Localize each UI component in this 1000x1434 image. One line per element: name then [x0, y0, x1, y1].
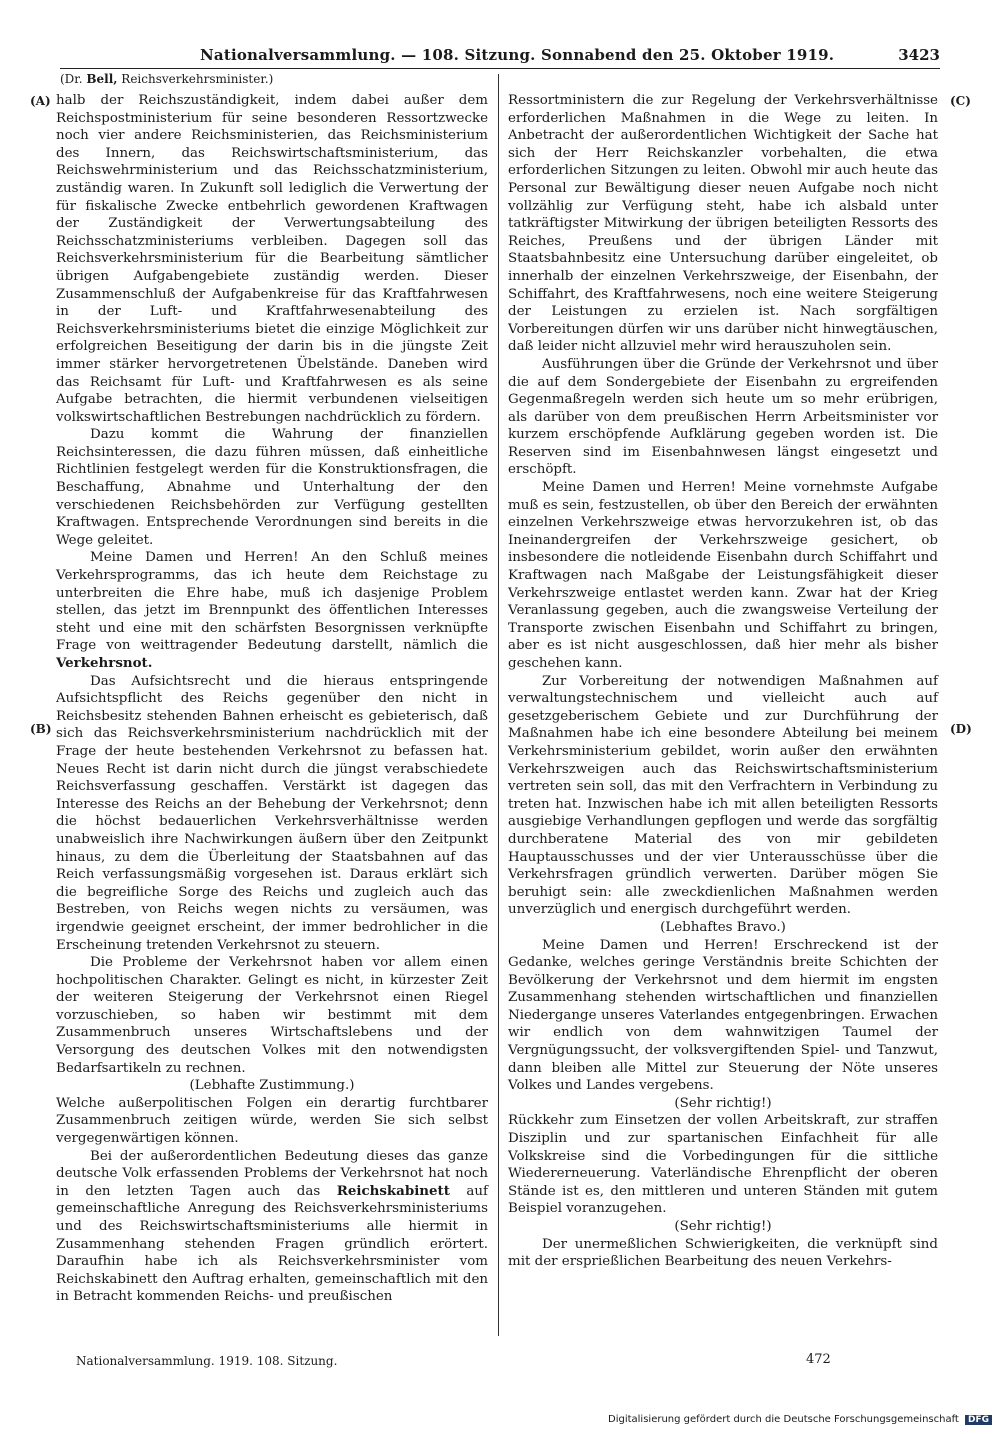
interjection: (Sehr richtig!): [674, 1095, 772, 1111]
page-header: [60, 46, 940, 69]
paragraph: Zur Vorbereitung der notwendigen Maßnahmen auf verwaltungstechnischem und vielleicht auch auf gesetzgeberischem Gebiete und zur Durchführung der Maßnahmen habe ich eine besondere Abteilung bei meinem Verkehrsministerium gebildet, worin außer den erwähnten Verkehrszweigen auch das Reichswirtschaftsministerium vertreten sein soll, das mit den Verfrachtern in Verbindung zu treten hat. Inzwischen habe ich mit allen beteiligten Ressorts ausgiebige Verhandlungen gepflogen und werde das sorgfältig durchberatene Material des von mir gebildeten Hauptausschusses und der vier Unterausschüsse über die Verkehrsfragen gründlich verwerten. Darüber mögen Sie beruhigt sein: alle zweckdienlichen Maßnahmen werden unverzüglich und energisch durchgeführt werden.: [508, 673, 938, 918]
paragraph: [56, 549, 488, 672]
margin-marker-c: (C): [950, 94, 971, 108]
dfg-logo: DFG: [965, 1415, 992, 1425]
paragraph: halb der Reichszuständigkeit, indem dabei außer dem Reichspostministerium für seine besonderen Ressortzwecke noch vier andere Reichsministerien, das Reichsministerium des Innern, das Reichswirtschaftsministerium, das Reichswehrministerium und das Reichsschatzministerium, zuständig waren. In Zukunft soll lediglich die Verwertung der für fiskalische Zwecke entbehrlich gewordenen Kraftwagen der Zuständigkeit der Verwertungsabteilung des Reichsschatzministeriums verbleiben. Dagegen soll das Reichsverkehrsministerium für die Bearbeitung sämtlicher übrigen Aufgabengebiete zuständig werden. Dieser Zusammenschluß der Aufgabenkreise für das Kraftfahrwesen in der Luft- und Kraftfahrwesenabteilung des Reichsverkehrsministeriums bietet die einzige Möglichkeit zur erfolgreichen Beseitigung der darin bis in die jüngste Zeit immer stärker hervorgetretenen Übelstände. Daneben wird das Reichsamt für Luft- und Kraftfahrwesen es als seine Aufgabe betrachten, die hiermit verbundenen vielseitigen volkswirtschaftlichen Bestrebungen nachdrücklich zu fördern.: [56, 93, 488, 425]
interjection: (Sehr richtig!): [674, 1219, 772, 1234]
interjection: (Lebhafte Zustimmung.): [189, 1078, 355, 1094]
footer-sheet-number: 472: [806, 1352, 831, 1367]
margin-marker-d: (D): [950, 722, 972, 736]
paragraph: Der unermeßlichen Schwierigkeiten, die verknüpft sind mit der ersprießlichen Bearbeitung des neuen Verkehrs-: [508, 1236, 938, 1270]
paragraph: Ausführungen über die Gründe der Verkehrsnot und über die auf dem Sondergebiete der Eisenbahn zu ergreifenden Gegenmaßregeln werden sich heute um so mehr erübrigen, als darüber von dem preußischen Herrn Arbeitsminister vor kurzem erschöpfende Aufklärung gegeben worden ist. Die Reserven sind im Eisenbahnwesen längst eingesetzt und erschöpft.: [508, 356, 938, 478]
speaker-line: [60, 72, 273, 86]
left-column: [56, 92, 488, 1306]
margin-marker-b: (B): [30, 722, 52, 736]
credit-text: Digitalisierung gefördert durch die Deutsche Forschungsgemeinschaft: [608, 1414, 959, 1425]
paragraph: Meine Damen und Herren! Meine vornehmste Aufgabe muß es sein, festzustellen, ob über den Bereich der erwähnten einzelnen Verkehrszweige etwas hervorzukehren ist, ob das Ineinandergreifen der Verkehrszweige gesichert, ob insbesondere die notleidende Eisenbahn durch Schiffahrt und Kraftwagen nach Maßgabe der Leistungsfähigkeit dieser Verkehrszweige entlastet werden kann. Zwar hat der Krieg Veranlassung gegeben, auch die zwangsweise Verteilung der Transporte zwischen Eisenbahn und Schiffahrt zu bringen, aber es ist nicht ausgeschlossen, daß hier mehr als bisher geschehen kann.: [508, 480, 938, 671]
paragraph-text: Meine Damen und Herren! An den Schluß meines Verkehrsprogramms, das ich heute dem Reichstage zu unterbreiten die Ehre habe, muß ich dasjenige Problem stellen, das jetzt im Brennpunkt des öffentlichen Interesses steht und eine mit den schärfsten Besorgnissen verknüpfte Frage von weittragender Bedeutung darstellt, nämlich die: [56, 550, 488, 654]
paragraph: Ressortministern die zur Regelung der Verkehrsverhältnisse erforderlichen Maßnahmen in die Wege zu leiten. In Anbetracht der außerordentlichen Wichtigkeit der Sache hat sich der Herr Reichskanzler vorbehalten, die etwa erforderlichen Sitzungen zu leiten. Obwohl mir auch heute das Personal zur Bewältigung dieser neuen Aufgabe noch nicht vollzählig zur Verfügung steht, habe ich alsbald unter tatkräftigster Mitwirkung der übrigen beteiligten Ressorts des Reiches, Preußens und der übrigen Länder mit Staatsbahnbesitz eine Untersuchung darüber eingeleitet, ob innerhalb der einzelnen Verkehrszweige, der Eisenbahn, der Schiffahrt, des Kraftfahrwesens, noch eine weitere Steigerung der Leistungen zu erzielen ist. Nach sorgfältigen Vorbereitungen dürfen wir uns darüber nicht hinwegtäuschen, daß leider nicht allzuviel mehr wird herauszuholen sein.: [508, 93, 938, 355]
paragraph: Das Aufsichtsrecht und die hieraus entspringende Aufsichtspflicht des Reichs gegenüber den nicht in Reichsbesitz stehenden Bahnen erheischt es gebieterisch, daß sich das Reichsverkehrsministerium nachdrücklich mit der Frage der heute bestehenden Verkehrsnot zu befassen hat. Neues Recht ist darin nicht durch die jüngst verabschiedete Reichsverfassung geschaffen. Verstärkt ist dagegen das Interesse des Reichs an der Behebung der Verkehrsnot; denn die höchst bedauerlichen Verkehrsverhältnisse werden unabweislich ihre Nachwirkungen äußern über den Zeitpunkt hinaus, zu dem die Überleitung der Staatsbahnen auf das Reich verfassungsmäßig vorgesehen ist. Daraus erklärt sich die begreifliche Sorge des Reichs und zugleich auch das Bestreben, von Reichs wegen nichts zu versäumen, was irgendwie geeignet erscheint, der immer bedrohlicher in die Erscheinung tretenden Verkehrsnot zu steuern.: [56, 673, 488, 953]
footer-source: Nationalversammlung. 1919. 108. Sitzung.: [76, 1354, 338, 1368]
paragraph: Die Probleme der Verkehrsnot haben vor allem einen hochpolitischen Charakter. Gelingt es nicht, in kürzester Zeit der weiteren Steigerung der Verkehrsnot einen Riegel vorzuschieben, so haben wir bestimmt mit dem Zusammenbruch unseres Wirtschaftslebens und der Versorgung des deutschen Volkes mit den notwendigsten Bedarfsartikeln zu rechnen.: [56, 955, 488, 1076]
emphasis-verkehrsnot: Verkehrsnot.: [56, 655, 153, 671]
header-title: Nationalversammlung. — 108. Sitzung. Sonnabend den 25. Oktober 1919.: [200, 46, 835, 64]
paragraph: Welche außerpolitischen Folgen ein derartig furchtbarer Zusammenbruch zeitigen würde, werden Sie sich selbst vergegenwärtigen können.: [56, 1095, 488, 1147]
paragraph: Dazu kommt die Wahrung der finanziellen Reichsinteressen, die dazu führen müssen, daß einheitliche Richtlinien festgelegt werden für die Konstruktionsfragen, die Beschaffung, Abnahme und Unterhaltung der den verschiedenen Reichsbehörden zur Verfügung gestellten Kraftwagen. Entsprechende Verordnungen sind bereits in die Wege geleitet.: [56, 427, 488, 548]
paragraph: [56, 1148, 488, 1306]
page-number: 3423: [898, 46, 940, 64]
paragraph: Meine Damen und Herren! Erschreckend ist der Gedanke, welches geringe Verständnis breite Schichten der Bevölkerung der Verkehrsnot und dem hiermit im engsten Zusammenhang stehenden wirtschaftlichen und finanziellen Niedergange unseres Vaterlandes entgegenbringen. Erwachen wir endlich von dem wahnwitzigen Taumel der Vergnügungssucht, der volksvergiftenden Spiel- und Tanzwut, dann bleiben alle Mittel zur Steuerung der Nöte unseres Volkes und Landes vergebens.: [508, 937, 938, 1094]
paragraph-text: Bei der außerordentlichen Bedeutung dieses das ganze deutsche Volk erfassenden Problems der Verkehrsnot hat noch in den letzten Tagen auch das: [56, 1148, 488, 1199]
right-column: [508, 92, 938, 1271]
margin-marker-a: (A): [30, 94, 51, 108]
paragraph-text: auf gemeinschaftliche Anregung des Reichsverkehrsministeriums und des Reichswirtschaftsministeriums alle hiermit in Zusammenhang stehenden Fragen gründlich erörtert. Daraufhin habe ich als Reichsverkehrsminister vom Reichskabinett den Auftrag erhalten, gemeinschaftlich mit den in Betracht kommenden Reichs- und preußischen: [56, 1183, 488, 1305]
digitization-credit: [608, 1414, 992, 1425]
column-divider: [498, 74, 499, 1336]
speaker-role: Reichsverkehrsminister.): [121, 72, 274, 86]
emphasis-reichskabinett: Reichskabinett: [336, 1182, 450, 1199]
speaker-prefix: (Dr.: [60, 72, 83, 86]
speaker-name: Bell,: [86, 72, 118, 86]
paragraph: Rückkehr zum Einsetzen der vollen Arbeitskraft, zur straffen Disziplin und zur spartanischen Einfachheit für alle Volkskreise sind die Vorbedingungen für die sittliche Wiedererneuerung. Vaterländische Ehrenpflicht der oberen Stände ist es, den mittleren und unteren Ständen mit gutem Beispiel voranzugehen.: [508, 1113, 938, 1217]
interjection: (Lebhaftes Bravo.): [660, 919, 786, 935]
